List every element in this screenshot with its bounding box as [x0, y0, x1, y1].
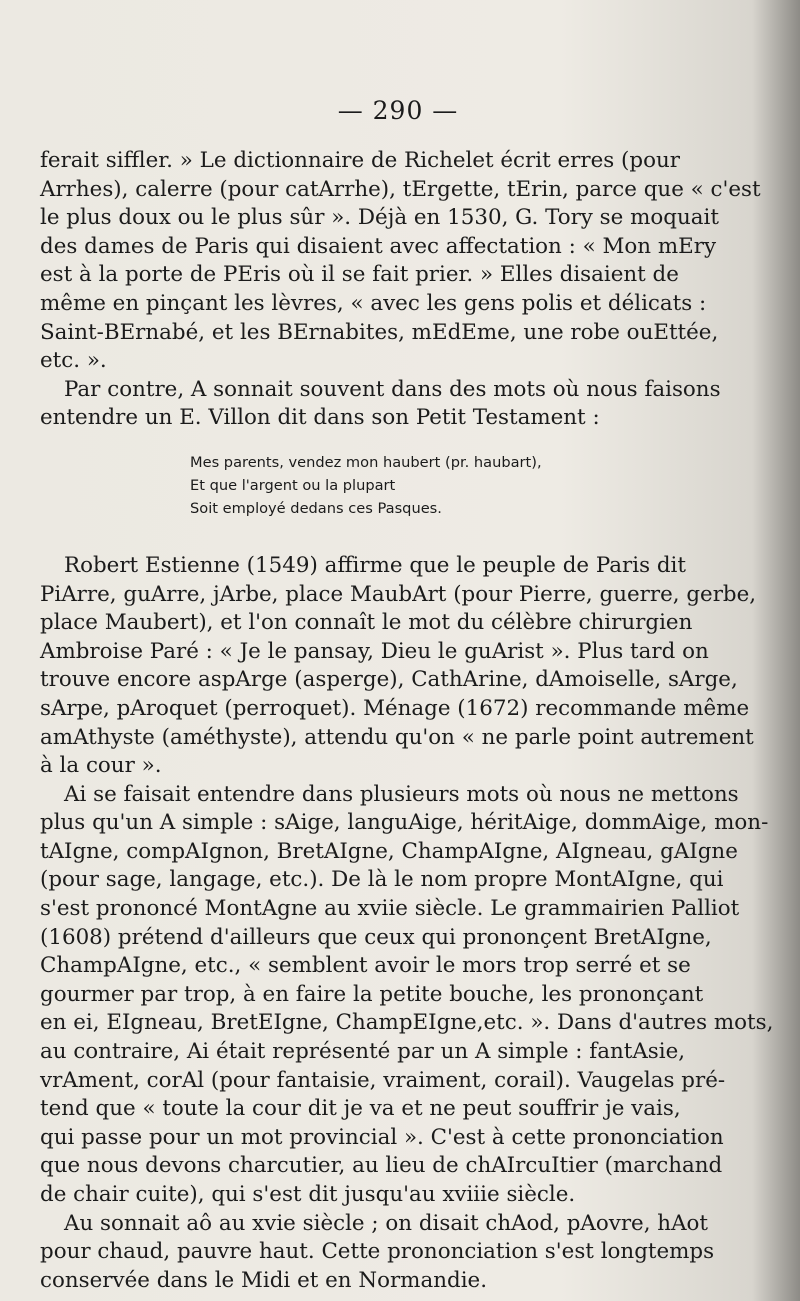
text-line: à la cour ».: [40, 753, 162, 779]
text-line: plus qu'un A simple : sAige, languAige, héritAige, dommAige, mon-: [40, 810, 769, 836]
text-line: s'est prononcé MontAgne au xviie siècle. Le grammairien Palliot: [40, 896, 740, 922]
text-line: qui passe pour un mot provincial ». C'est à cette prononciation: [40, 1124, 724, 1150]
text-line: Ambroise Paré : « Je le pansay, Dieu le guArist ». Plus tard on: [40, 638, 709, 664]
text-line: est à la porte de PEris où il se fait prier. » Elles disaient de: [40, 262, 679, 288]
text-line: tend que « toute la cour dit je va et ne peut souffrir je vais,: [40, 1096, 681, 1122]
text-line: que nous devons charcutier, au lieu de chAIrcuItier (marchand: [40, 1153, 723, 1179]
text-line: vrAment, corAl (pour fantaisie, vraiment, corail). Vaugelas pré-: [40, 1067, 726, 1093]
text-line: au contraire, Ai était représenté par un A simple : fantAsie,: [40, 1039, 686, 1065]
text-line: trouve encore aspArge (asperge), CathArine, dAmoiselle, sArge,: [40, 667, 738, 693]
paragraph-2: [40, 376, 726, 433]
text-line: pour chaud, pauvre haut. Cette prononciation s'est longtemps: [40, 1239, 715, 1265]
text-line: de chair cuite), qui s'est dit jusqu'au xviiie siècle.: [40, 1182, 576, 1207]
text-line: Saint-BErnabé, et les BErnabites, mEdEme, une robe ouEttée,: [40, 319, 719, 345]
text-line: Ai se faisait entendre dans plusieurs mots où nous ne mettons: [64, 781, 739, 807]
text-line: ferait siffler. » Le dictionnaire de Richelet écrit erres (pour: [40, 148, 680, 173]
text-line: place Maubert), et l'on connaît le mot du célèbre chirurgien: [40, 610, 693, 636]
text-line: conservée dans le Midi et en Normandie.: [40, 1267, 487, 1293]
verse-line: Et que l'argent ou la plupart: [190, 476, 396, 494]
text-line: etc. ».: [40, 348, 107, 374]
text-line: Par contre, A sonnait souvent dans des mots où nous faisons: [64, 376, 721, 402]
text-line: Arrhes), calerre (pour catArrhe), tErgette, tErin, parce que « c'est: [40, 176, 761, 202]
paragraph-4: [40, 781, 774, 1210]
verse-quote: [190, 451, 726, 520]
paragraph-3: [40, 552, 757, 781]
paragraph-5: [40, 1210, 726, 1296]
text-line: le plus doux ou le plus sûr ». Déjà en 1530, G. Tory se moquait: [40, 205, 719, 231]
text-line: ChampAIgne, etc., « semblent avoir le mors trop serré et se: [40, 953, 691, 979]
text-line: (pour sage, langage, etc.). De là le nom propre MontAIgne, qui: [40, 867, 724, 893]
text-line: amAthyste (améthyste), attendu qu'on « ne parle point autrement: [40, 724, 754, 750]
text-line: tAIgne, compAIgnon, BretAIgne, ChampAIgne, AIgneau, gAIgne: [40, 838, 738, 864]
verse-line: Mes parents, vendez mon haubert (pr. haubart),: [190, 453, 542, 471]
page-number: — 290 —: [337, 96, 459, 125]
paragraph-1: [40, 147, 761, 376]
text-line: en ei, EIgneau, BretEIgne, ChampEIgne,etc. ». Dans d'autres mots,: [40, 1010, 774, 1036]
text-line: Robert Estienne (1549) affirme que le peuple de Paris dit: [64, 552, 686, 578]
text-line: même en pinçant les lèvres, « avec les gens polis et délicats :: [40, 290, 707, 316]
text-line: gourmer par trop, à en faire la petite bouche, les prononçant: [40, 981, 704, 1007]
text-line: Au sonnait aô au xvie siècle ; on disait chAod, pAovre, hAot: [64, 1210, 709, 1236]
text-line: entendre un E. Villon dit dans son Petit Testament :: [40, 405, 600, 431]
text-line: sArpe, pAroquet (perroquet). Ménage (1672) recommande même: [40, 695, 750, 721]
text-line: (1608) prétend d'ailleurs que ceux qui prononçent BretAIgne,: [40, 924, 712, 950]
verse-line: Soit employé dedans ces Pasques.: [190, 499, 442, 517]
text-line: des dames de Paris qui disaient avec affectation : « Mon mEry: [40, 233, 717, 259]
text-line: PiArre, guArre, jArbe, place MaubArt (pour Pierre, guerre, gerbe,: [40, 581, 757, 607]
